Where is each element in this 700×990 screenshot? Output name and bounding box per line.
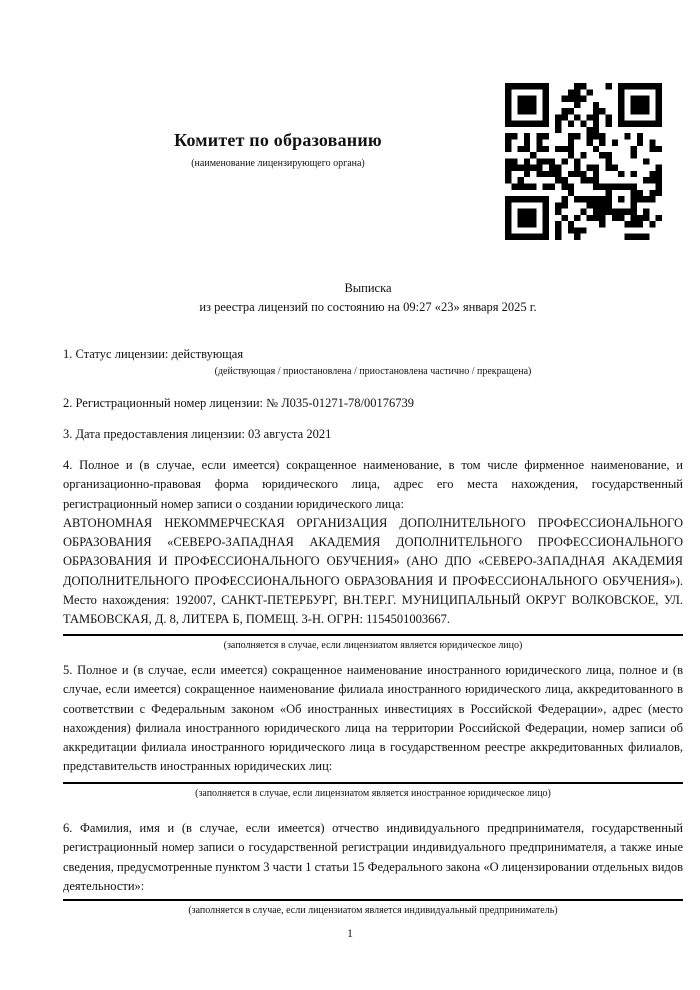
document-title-line1: Выписка bbox=[344, 281, 392, 295]
licensing-authority-header bbox=[63, 130, 493, 169]
license-status-hint: (действующая / приостановлена / приостановлена частично / прекращена) bbox=[214, 366, 532, 378]
licensing-authority-caption: (наименование лицензирующего органа) bbox=[191, 158, 365, 169]
legal-entity-hint: (заполняется в случае, если лицензиатом является юридическое лицо) bbox=[223, 640, 523, 651]
individual-entrepreneur-hint: (заполняется в случае, если лицензиатом является индивидуальный предприниматель) bbox=[188, 905, 558, 916]
field-registration-number: 2. Регистрационный номер лицензии: № Л035-01271-78/00176739 bbox=[63, 396, 414, 410]
field-grant-date: 3. Дата предоставления лицензии: 03 августа 2021 bbox=[63, 427, 332, 441]
field-foreign-entity: 5. Полное и (в случае, если имеется) сокращенное наименование иностранного юридического лица, полное и (в случае, если имеется) сокращенное наименование филиала иностранного юридического лица, аккредитованного в соответствии с Федеральным законом «Об иностранных инвестициях в Российской Федерации», адрес (место нахождения) филиала иностранного юридического лица на территории Российской Федерации, номер записи об аккредитации филиала иностранного юридического лица в государственном реестре аккредитованных филиалов, представительств иностранных юридических лиц: bbox=[63, 663, 683, 774]
legal-entity-value: АВТОНОМНАЯ НЕКОММЕРЧЕСКАЯ ОРГАНИЗАЦИЯ ДОПОЛНИТЕЛЬНОГО ПРОФЕССИОНАЛЬНОГО ОБРАЗОВАНИЯ «СЕВЕРО-ЗАПАДНАЯ АКАДЕМИЯ ДОПОЛНИТЕЛЬНОГО ПРОФЕССИОНАЛЬНОГО ОБРАЗОВАНИЯ И ПРОФЕССИОНАЛЬНОГО ОБУЧЕНИЯ» (АНО ДПО «СЕВЕРО-ЗАПАДНАЯ АКАДЕМИЯ ДОПОЛНИТЕЛЬНОГО ПРОФЕССИОНАЛЬНОГО ОБРАЗОВАНИЯ И ПРОФЕССИОНАЛЬНОГО ОБУЧЕНИЯ»). Место нахождения: 192007, САНКТ-ПЕТЕРБУРГ, ВН.ТЕР.Г. МУНИЦИПАЛЬНЫЙ ОКРУГ ВОЛКОВСКОЕ, УЛ. ТАМБОВСКАЯ, Д. 8, ЛИТЕРА Б, ПОМЕЩ. 3-Н. ОГРН: 1154501003667. bbox=[63, 515, 683, 627]
qr-code-icon bbox=[505, 83, 662, 240]
document-title-line2: из реестра лицензий по состоянию на 09:27 «23» января 2025 г. bbox=[199, 300, 537, 314]
licensing-authority-name: Комитет по образованию bbox=[174, 130, 382, 150]
field-license-status bbox=[63, 345, 683, 378]
document-title bbox=[58, 279, 678, 317]
legal-entity-underline bbox=[63, 634, 683, 652]
page-number: 1 bbox=[347, 928, 353, 940]
legal-entity-intro: 4. Полное и (в случае, если имеется) сокращенное наименование, в том числе фирменное наименование, и организационно-правовая форма юридического лица, адрес его места нахождения, государственный регистрационный номер записи о создании юридического лица: bbox=[63, 458, 683, 511]
field-individual-entrepreneur: 6. Фамилия, имя и (в случае, если имеется) отчество индивидуального предпринимателя, государственный регистрационный номер записи о государственной регистрации индивидуального предпринимателя, а также иные сведения, предусмотренные пунктом 3 части 1 статьи 15 Федерального закона «О лицензировании отдельных видов деятельности»: bbox=[63, 821, 684, 893]
foreign-entity-underline bbox=[63, 782, 683, 800]
foreign-entity-hint: (заполняется в случае, если лицензиатом является иностранное юридическое лицо) bbox=[195, 788, 551, 799]
license-status-text: 1. Статус лицензии: действующая bbox=[63, 347, 244, 361]
individual-entrepreneur-underline bbox=[63, 899, 683, 917]
field-legal-entity bbox=[63, 456, 683, 630]
